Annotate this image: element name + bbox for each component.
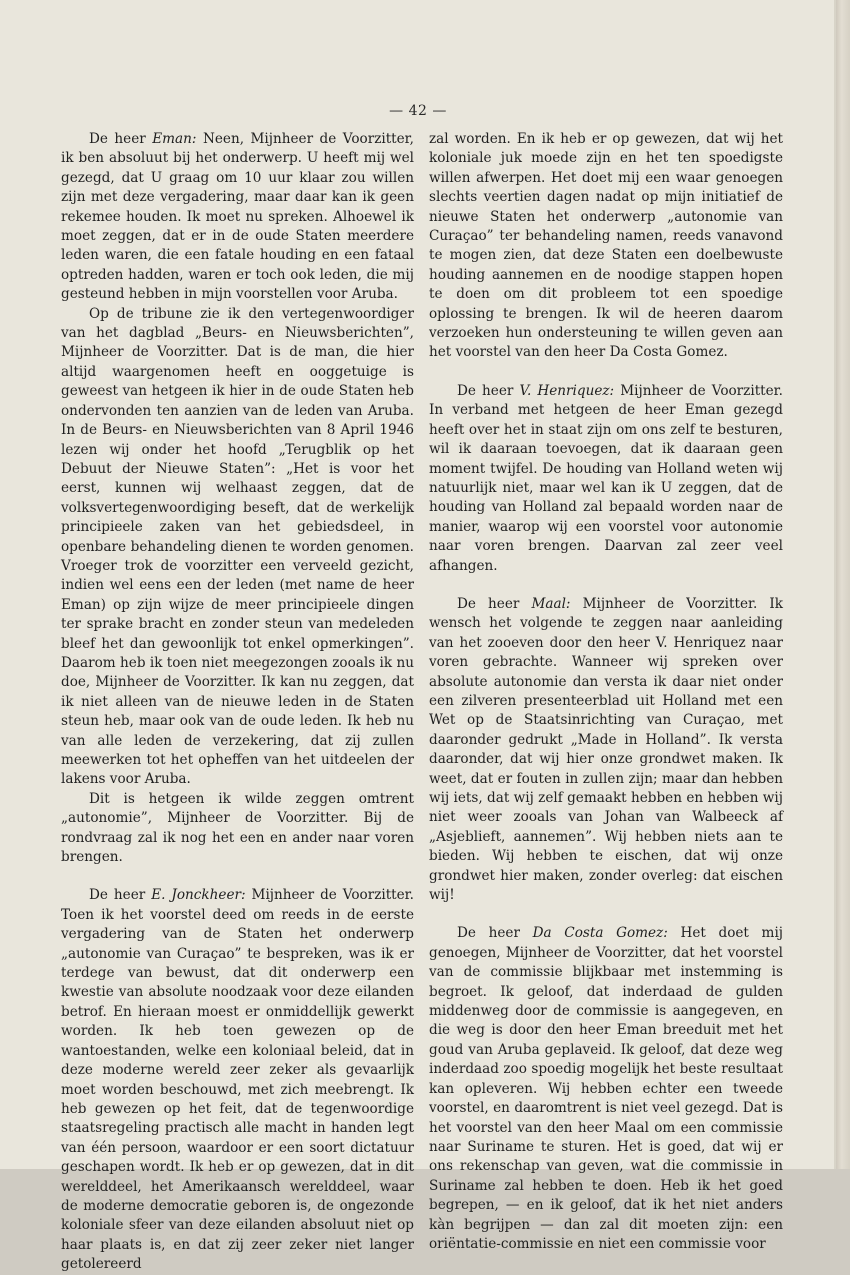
speaker-name: Eman:	[152, 131, 197, 147]
paragraph-continuation: zal worden. En ik heb er op gewezen, dat wij het koloniale juk moede zijn en het ten spoedigste willen afwerpen. Het doet mij een waar genoegen slechts veertien dagen nadat op mijn initiatief de nieuwe Staten het onderwerp „autonomie van Curaçao” ter behandeling namen, reeds vanavond te mogen zien, dat deze Staten een doelbewuste houding aannemen en de noodige stappen hopen te doen om dit probleem tot een spoedige oplossing te brengen. Ik wil de heeren daarom verzoeken hun ondersteuning te willen geven aan het voorstel van den heer Da Costa Gomez.	[429, 131, 783, 361]
paragraph-henriquez: De heer V. Henriquez: Mijnheer de Voorzitter. In verband met hetgeen de heer Eman gezegd heeft over het in staat zijn om ons zelf te besturen, wil ik daaraan toevoegen, dat ik daaraan geen moment twijfel. De houding van Holland weten wij natuurlijk niet, maar wel kan ik U zeggen, dat de houding van Holland zal bepaald worden naar de manier, waarop wij een voorstel voor autonomie naar voren brengen. Daarvan zal zeer veel afhangen.	[429, 382, 783, 574]
speaker-name: E. Jonckheer:	[151, 887, 246, 904]
left-column	[61, 130, 414, 1275]
paragraph-eman: De heer Eman: Neen, Mijnheer de Voorzitter, ik ben absoluut bij het onderwerp. U heeft mij wel gezegd, dat U graag om 10 uur klaar zou willen zijn met deze vergadering, maar daar kan ik geen rekemee houden. Ik moet nu spreken. Alhoewel ik moet zeggen, dat er in de oude Staten meerdere leden waren, die een fatale houding en een fataal optreden hadden, waren er toch ook leden, die mij gesteund hebben in mijn voorstellen voor Aruba.	[61, 131, 414, 303]
page-edge	[836, 0, 850, 1169]
speaker-name: Maal:	[531, 595, 571, 612]
page-number: — 42 —	[389, 103, 447, 119]
paragraph-autonomie: Dit is hetgeen ik wilde zeggen omtrent „autonomie”, Mijnheer de Voorzitter. Bij de rondvraag zal ik nog het een en ander naar voren brengen.	[61, 790, 414, 866]
speaker-name: Da Costa Gomez:	[532, 925, 668, 942]
paragraph-tribune: Op de tribune zie ik den vertegenwoordiger van het dagblad „Beurs- en Nieuwsberichten”, Mijnheer de Voorzitter. Dat is de man, die hier altijd waargenomen heeft en ooggetuige is geweest van hetgeen ik hier in de oude Staten heb ondervonden ten aanzien van de leden van Aruba. In de Beurs- en Nieuwsberichten van 8 April 1946 lezen wij onder het hoofd „Terugblik op het Debuut der Nieuwe Staten”: „Het is voor het eerst, kunnen wij welhaast zeggen, dat de volksvertegenwoordiging beseft, dat de werkelijk principieele zaken van het gebiedsdeel, in openbare behandeling dienen te worden genomen. Vroeger trok de voorzitter een verveeld gezicht, indien wel eens een der leden (met name de heer Eman) op zijn wijze de meer principieele dingen ter sprake bracht en zonder steun van medeleden bleef het dan gewoonlijk tot enkel opmerkingen”. Daarom heb ik toen niet meegezongen zooals ik nu doe, Mijnheer de Voorzitter. Ik kan nu zeggen, dat ik niet alleen van de nieuwe leden in de Staten steun heb, maar ook van de oude leden. Ik heb nu van alle leden de verzekering, dat zij zullen meewerken tot het opheffen van het uitdeelen der lakens voor Aruba.	[61, 305, 414, 788]
paragraph-maal: De heer Maal: Mijnheer de Voorzitter. Ik wensch het volgende te zeggen naar aanleiding van het zooeven door den heer V. Henriquez naar voren gebrachte. Wanneer wij spreken over absolute autonomie dan versta ik daar niet onder een zilveren presenteerblad uit Holland met een Wet op de Staatsinrichting van Curaçao, met daaronder gedrukt „Made in Holland”. Ik versta daaronder, dat wij hier onze grondwet maken. Ik weet, dat er fouten in zullen zijn; maar dan hebben wij iets, dat wij zelf gemaakt hebben en hebben wij niet weer zooals van Johan van Walbeeck af „Asjeblieft, aannemen”. Wij hebben niets aan te bieden. Wij hebben te eischen, dat wij onze grondwet hier maken, zonder overleg: dat eischen wij!	[429, 595, 783, 904]
right-column	[429, 130, 783, 1254]
speaker-name: V. Henriquez:	[519, 382, 615, 399]
paragraph-jonckheer: De heer E. Jonckheer: Mijnheer de Voorzitter. Toen ik het voorstel deed om reeds in de eerste vergadering van de Staten het onderwerp „autonomie van Curaçao” te bespreken, was ik er terdege van bewust, dat dit onderwerp een kwestie van absolute noodzaak voor deze eilanden betrof. En hieraan moest er onmiddellijk gewerkt worden. Ik heb toen gewezen op de wantoestanden, welke een koloniaal beleid, dat in deze moderne wereld zeer zeker als gevaarlijk moet worden beschouwd, met zich meebrengt. Ik heb gewezen op het feit, dat de tegenwoordige staatsregeling practisch alle macht in handen legt van één persoon, waardoor er een soort dictatuur geschapen wordt. Ik heb er op gewezen, dat in dit werelddeel, het Amerikaansch werelddeel, waar de moderne democratie geboren is, de ongezonde koloniale sfeer van deze eilanden absoluut niet op haar plaats is, en dat zij zeer zeker niet langer getolereerd	[61, 887, 415, 1273]
paragraph-da-costa-gomez: De heer Da Costa Gomez: Het doet mij genoegen, Mijnheer de Voorzitter, dat het voorstel van de commissie blijkbaar met instemming is begroet. Ik geloof, dat inderdaad de gulden middenweg door de commissie is aangegeven, en die weg is door den heer Eman breeduit met het goud van Aruba geplaveid. Ik geloof, dat deze weg inderdaad zoo spoedig mogelijk het beste resultaat kan opleveren. Wij hebben echter een tweede voorstel, en daaromtrent is niet veel gezegd. Dat is het voorstel van den heer Maal om een commissie naar Suriname te sturen. Het is goed, dat wij er ons rekenschap van geven, wat die commissie in Suriname zal hebben te doen. Heb ik het goed begrepen, — en ik geloof, dat ik het niet anders kàn begrijpen — dan zal dit moeten zijn: een oriëntatie-commissie en niet een commissie voor	[429, 925, 784, 1252]
